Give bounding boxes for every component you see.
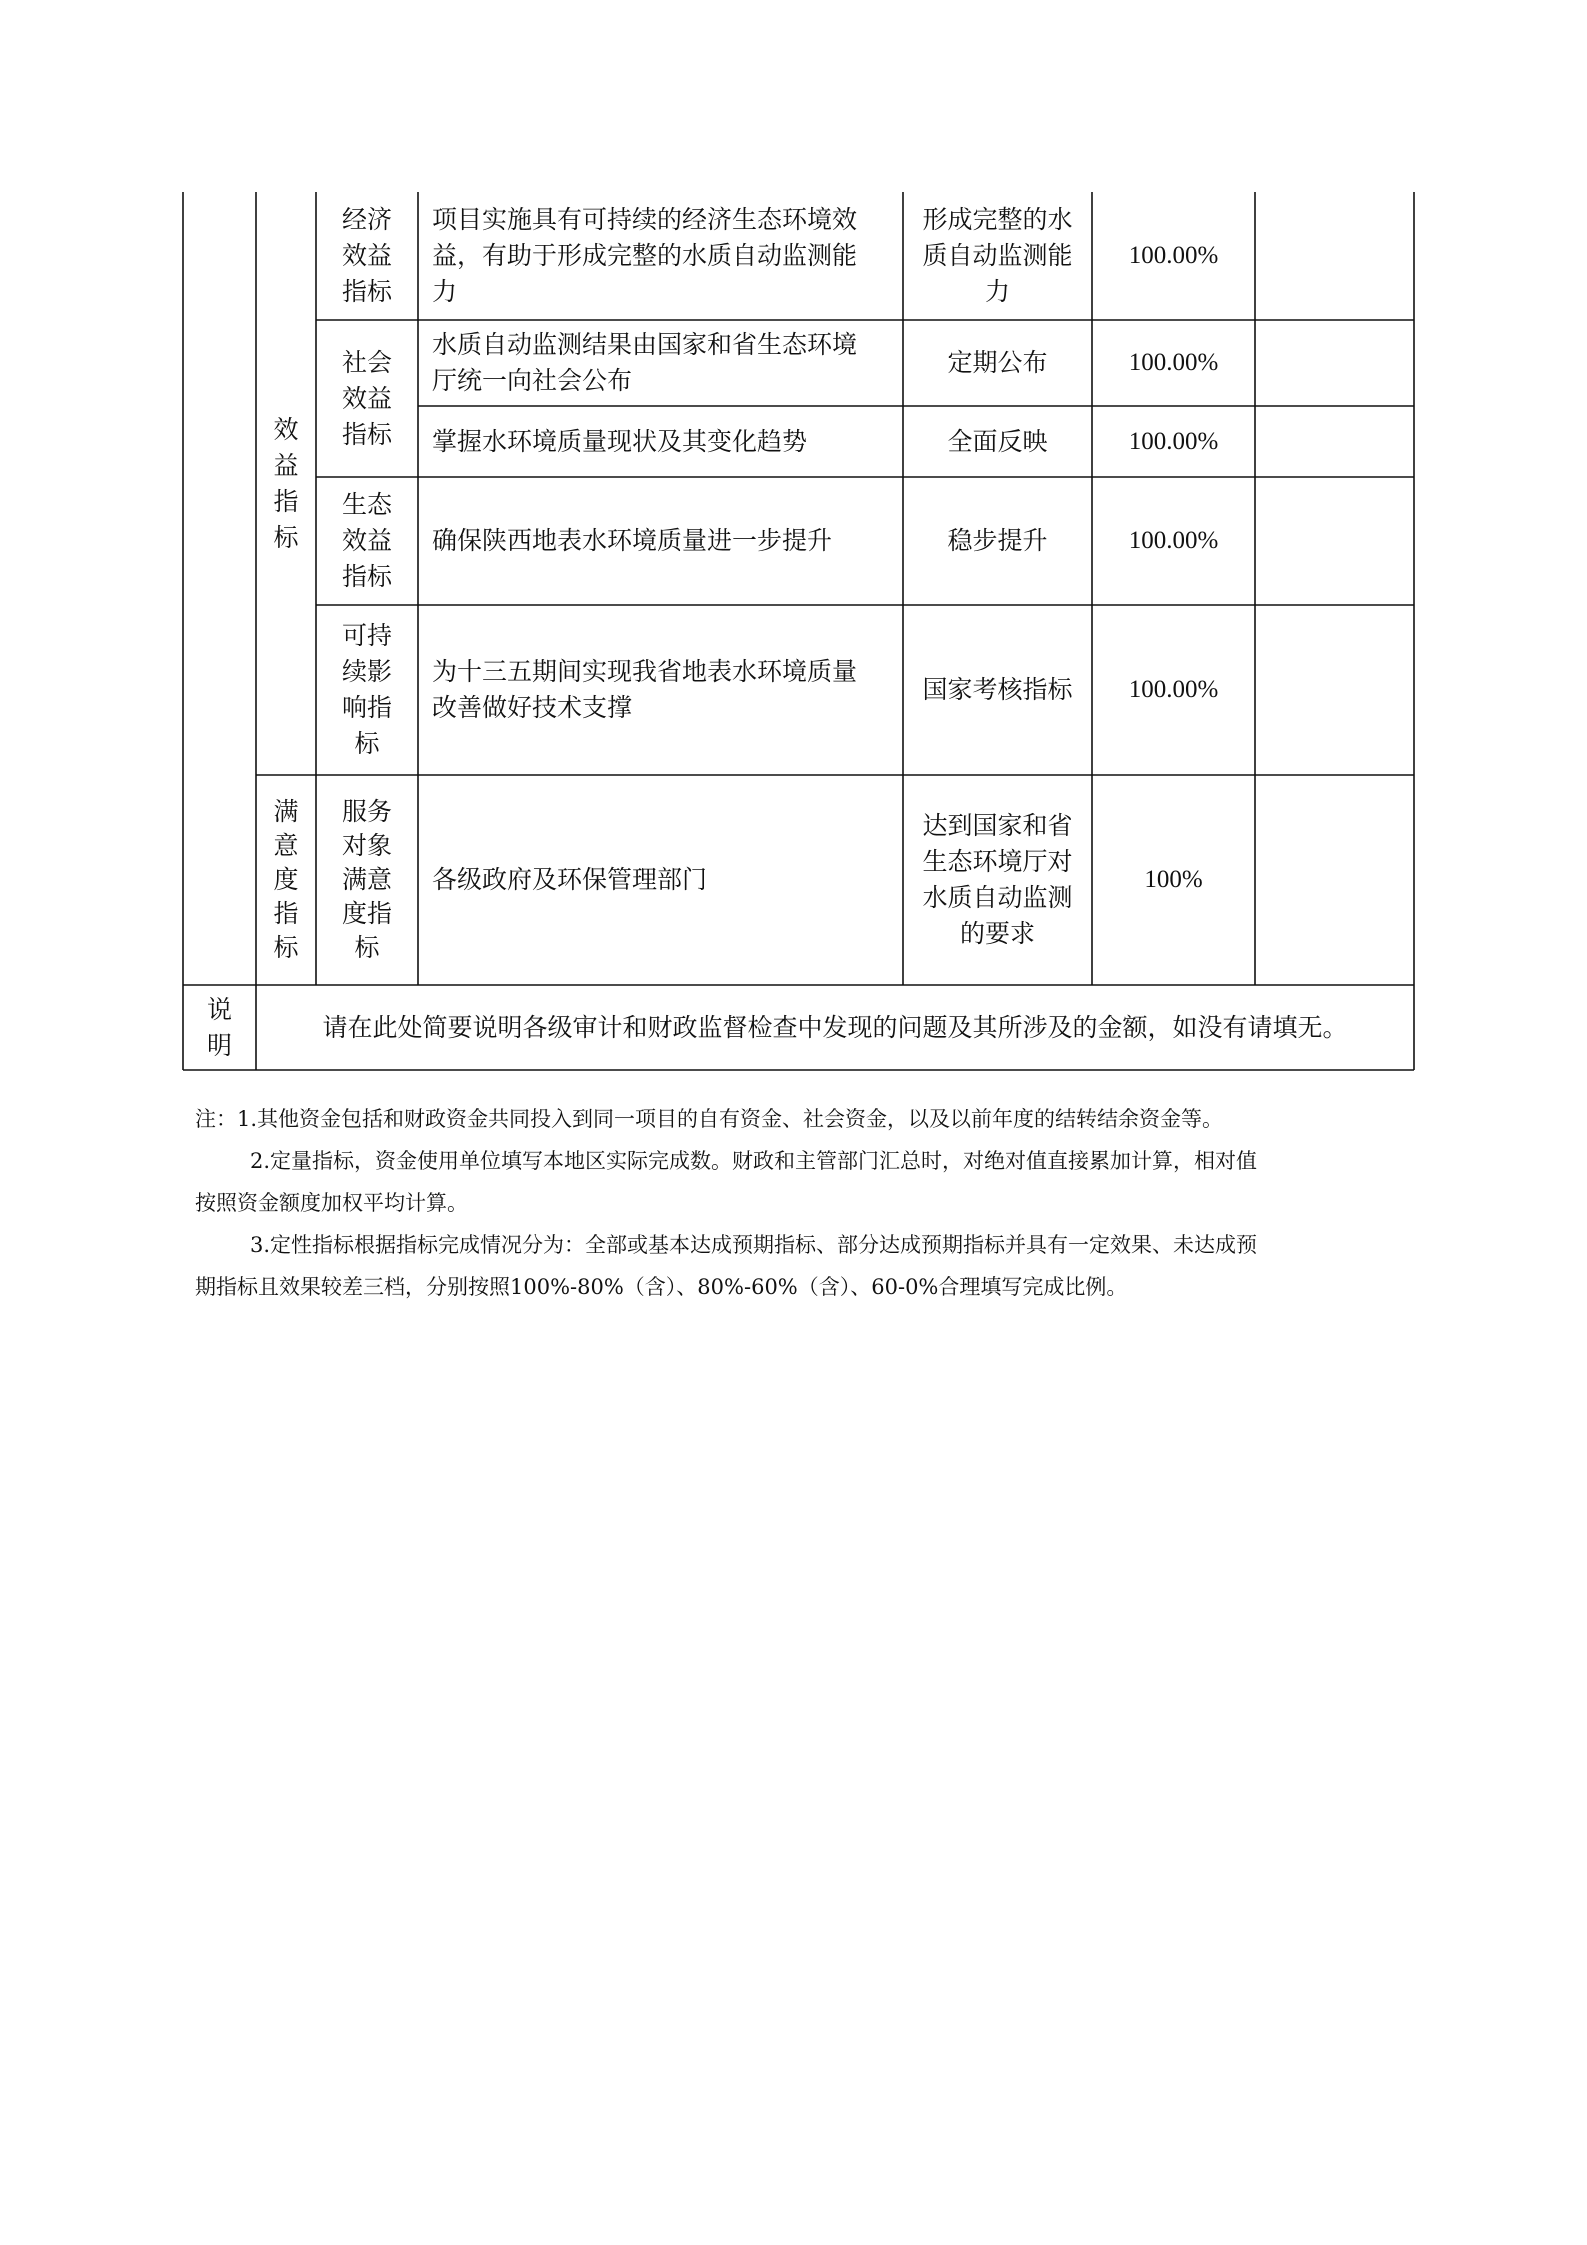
row-6-value: 100% [1144,866,1203,893]
row-5-remark [1255,605,1414,775]
note-3-line-2: 期指标且效果较差三档，分别按照100%-80%（含）、80%-60%（含）、60-0%合理填写完成比例。 [195,1275,1128,1299]
row-2-target: 定期公布 [947,348,1048,377]
explanation-label: 说 明 [206,994,232,1060]
row-3-value: 100.00% [1128,427,1219,455]
benefit-indicator-label [256,192,316,775]
note-2-line-1: 2.定量指标，资金使用单位填写本地区实际完成数。财政和主管部门汇总时，对绝对值直接累加计算，相对值 [250,1149,1258,1173]
note-3-line-1: 3.定性指标根据指标完成情况分为：全部或基本达成预期指标、部分达成预期指标并具有一定效果、未达成预 [250,1233,1258,1257]
row-6-target: 达到国家和省 生态环境厅对 水质自动监测 的要求 [922,811,1073,948]
row-6-remark [1255,775,1414,985]
row-2-content: 水质自动监测结果由国家和省生态环境 厅统一向社会公布 [432,330,858,395]
row-4-remark [1255,477,1414,605]
footnotes [195,1098,1395,1308]
row-4-content: 确保陕西地表水环境质量进一步提升 [432,526,833,555]
satisfaction-indicator-label [256,775,316,985]
row-5-value: 100.00% [1128,676,1219,703]
note-2-line-2: 按照资金额度加权平均计算。 [195,1191,468,1215]
benefit-indicator-text: 效 益 指 标 [273,414,299,552]
row-1-subcategory: 经济 效益 指标 [341,205,392,306]
row-1-content: 项目实施具有可持续的经济生态环境效 益，有助于形成完整的水质自动监测能 力 [432,205,858,306]
note-1: 注：1.其他资金包括和财政资金共同投入到同一项目的自有资金、社会资金，以及以前年度的结转结余资金等。 [195,1107,1224,1131]
row-2-subcategory: 社会 效益 指标 [341,347,392,449]
row-4-subcategory: 生态 效益 指标 [341,490,392,591]
row-4-target: 稳步提升 [947,526,1048,555]
row-3-target: 全面反映 [947,426,1048,456]
row-5-content: 为十三五期间实现我省地表水环境质量 改善做好技术支撑 [432,657,858,722]
row-3-remark [1255,406,1414,477]
row-1-target: 形成完整的水 质自动监测能 力 [922,205,1073,306]
row-4-value: 100.00% [1128,527,1219,554]
row-2-value: 100.00% [1128,349,1219,376]
row-2-remark [1255,320,1414,406]
row-5-subcategory: 可持 续影 响指 标 [341,621,392,758]
row-1-value: 100.00% [1128,242,1219,269]
row-5-target: 国家考核指标 [922,675,1073,704]
row-3-content: 掌握水环境质量现状及其变化趋势 [432,426,808,456]
explanation-text: 请在此处简要说明各级审计和财政监督检查中发现的问题及其所涉及的金额，如没有请填无。 [322,1012,1348,1042]
satisfaction-indicator-text: 满 意 度 指 标 [273,797,299,962]
row-6-subcategory: 服务 对象 满意 度指 标 [341,797,392,962]
row-1-remark [1255,192,1414,320]
row-6-content: 各级政府及环保管理部门 [432,865,708,894]
